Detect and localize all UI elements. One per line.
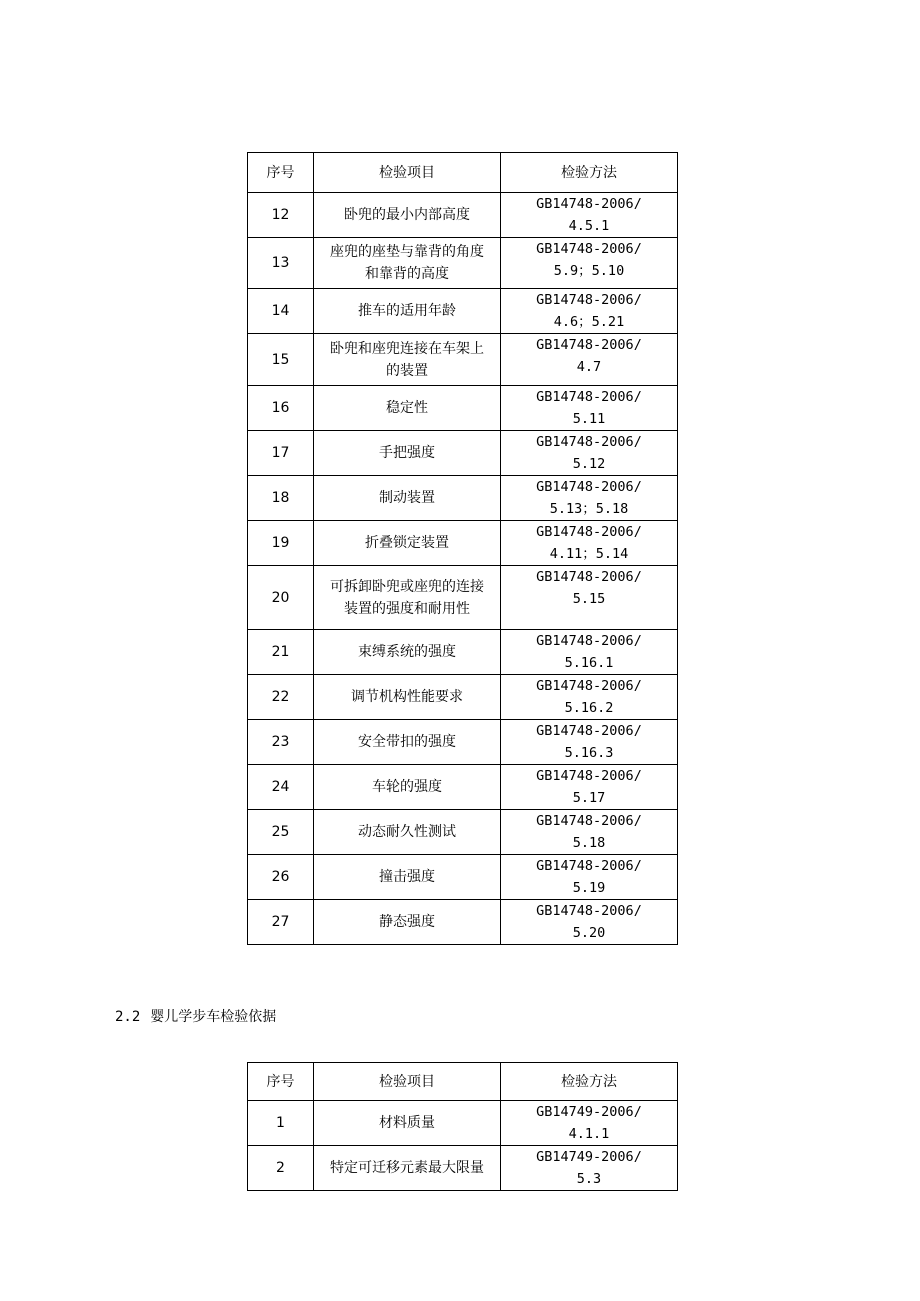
row-item [314,630,501,675]
row-serial: 18 [248,476,314,521]
method-line: GB14748-2006/ [536,241,642,257]
method-line: GB14748-2006/ [536,292,642,308]
table-row [248,476,678,521]
method-line: GB14748-2006/ [536,723,642,739]
row-item [314,900,501,945]
row-item [314,193,501,238]
method-line: 4.6；5.21 [553,314,625,330]
row-serial: 17 [248,431,314,476]
item-line: 座兜的座垫与靠背的角度 [330,244,484,260]
method-line: 4.5.1 [568,218,610,234]
section-number: 2.2 [115,1009,141,1025]
row-method [501,1101,678,1146]
table-row [248,630,678,675]
row-item [314,1146,501,1191]
row-item [314,720,501,765]
table-row [248,900,678,945]
row-item [314,476,501,521]
method-line: GB14748-2006/ [536,337,642,353]
table-row [248,386,678,431]
row-item [314,334,501,386]
item-line: 折叠锁定装置 [365,535,449,551]
row-method [501,900,678,945]
item-line: 卧兜和座兜连接在车架上 [330,340,484,357]
table-row [248,675,678,720]
row-item [314,566,501,630]
method-line: 5.13；5.18 [549,501,629,517]
method-line: 5.11 [572,411,606,427]
row-serial: 13 [248,238,314,289]
item-line: 装置的强度和耐用性 [344,600,470,617]
item-line: 撞击强度 [379,869,435,885]
row-serial: 23 [248,720,314,765]
method-line: GB14748-2006/ [536,678,642,694]
method-line: GB14748-2006/ [536,569,642,585]
row-serial: 25 [248,810,314,855]
row-method [501,566,678,630]
method-line: GB14748-2006/ [536,479,642,495]
row-method [501,334,678,386]
table-body [248,193,678,945]
table-row [248,1101,678,1146]
method-line: 5.9；5.10 [553,263,625,279]
row-serial: 26 [248,855,314,900]
method-line: GB14748-2006/ [536,434,642,450]
item-line: 的装置 [386,362,428,379]
item-line: 特定可迁移元素最大限量 [330,1160,484,1176]
header-item: 检验项目 [314,153,501,193]
row-serial: 16 [248,386,314,431]
method-line: 5.19 [572,880,606,896]
row-serial: 14 [248,289,314,334]
item-line: 制动装置 [379,490,435,506]
row-method [501,193,678,238]
method-line: GB14748-2006/ [536,813,642,829]
item-line: 调节机构性能要求 [351,689,463,705]
section-heading [115,1006,276,1028]
row-serial: 27 [248,900,314,945]
method-line: 5.18 [572,835,606,851]
method-line: 5.16.1 [564,655,614,671]
item-line: 车轮的强度 [372,779,442,795]
row-item [314,675,501,720]
item-line: 束缚系统的强度 [358,644,456,660]
row-serial: 24 [248,765,314,810]
row-serial: 19 [248,521,314,566]
item-line: 材料质量 [379,1115,435,1131]
header-serial: 序号 [248,153,314,193]
table-row [248,855,678,900]
row-method [501,720,678,765]
item-line: 可拆卸卧兜或座兜的连接 [330,578,484,595]
row-method [501,855,678,900]
table-row [248,1146,678,1191]
row-item [314,765,501,810]
table-row [248,720,678,765]
header-method: 检验方法 [501,1063,678,1101]
row-method [501,630,678,675]
row-item [314,1101,501,1146]
table-row [248,431,678,476]
item-line: 静态强度 [379,914,435,930]
method-line: 4.11；5.14 [549,546,629,562]
table-header-row [248,1063,678,1101]
row-method [501,238,678,289]
method-line: GB14748-2006/ [536,858,642,874]
method-line: GB14749-2006/ [536,1149,642,1165]
row-item [314,386,501,431]
row-method [501,810,678,855]
row-method [501,431,678,476]
row-method [501,765,678,810]
item-line: 手把强度 [379,445,435,461]
table-row [248,521,678,566]
table-body [248,1101,678,1191]
method-line: GB14748-2006/ [536,524,642,540]
header-serial: 序号 [248,1063,314,1101]
row-item [314,289,501,334]
method-line: GB14748-2006/ [536,389,642,405]
row-serial: 21 [248,630,314,675]
method-line: GB14748-2006/ [536,768,642,784]
header-item: 检验项目 [314,1063,501,1101]
table-row [248,810,678,855]
inspection-table-walker [247,1062,678,1191]
row-method [501,1146,678,1191]
row-serial: 22 [248,675,314,720]
method-line: GB14748-2006/ [536,903,642,919]
table-row [248,765,678,810]
row-method [501,675,678,720]
table-row [248,566,678,630]
item-line: 推车的适用年龄 [358,303,456,319]
method-line: 5.12 [572,456,606,472]
method-line: 5.20 [572,925,606,941]
row-serial: 15 [248,334,314,386]
method-line: GB14749-2006/ [536,1104,642,1120]
header-method: 检验方法 [501,153,678,193]
row-serial: 20 [248,566,314,630]
item-line: 安全带扣的强度 [358,734,456,750]
table-row [248,238,678,289]
table-header-row [248,153,678,193]
table-row [248,289,678,334]
method-line: 5.16.3 [564,745,614,761]
method-line: 4.7 [576,359,602,375]
item-line: 卧兜的最小内部高度 [344,207,470,223]
row-item [314,238,501,289]
method-line: 5.17 [572,790,606,806]
row-method [501,386,678,431]
row-method [501,289,678,334]
method-line: 5.3 [576,1171,602,1187]
item-line: 稳定性 [386,400,428,416]
row-item [314,521,501,566]
inspection-table-stroller [247,152,678,945]
row-item [314,810,501,855]
row-method [501,521,678,566]
row-method [501,476,678,521]
row-serial: 12 [248,193,314,238]
row-item [314,855,501,900]
table-row [248,193,678,238]
method-line: 5.16.2 [564,700,614,716]
row-item [314,431,501,476]
method-line: GB14748-2006/ [536,633,642,649]
item-line: 动态耐久性测试 [358,824,456,840]
row-serial: 2 [248,1146,314,1191]
method-line: 5.15 [572,591,606,607]
method-line: GB14748-2006/ [536,196,642,212]
row-serial: 1 [248,1101,314,1146]
item-line: 和靠背的高度 [365,266,449,282]
method-line: 4.1.1 [568,1126,610,1142]
table-row [248,334,678,386]
section-title: 婴儿学步车检验依据 [150,1009,277,1025]
